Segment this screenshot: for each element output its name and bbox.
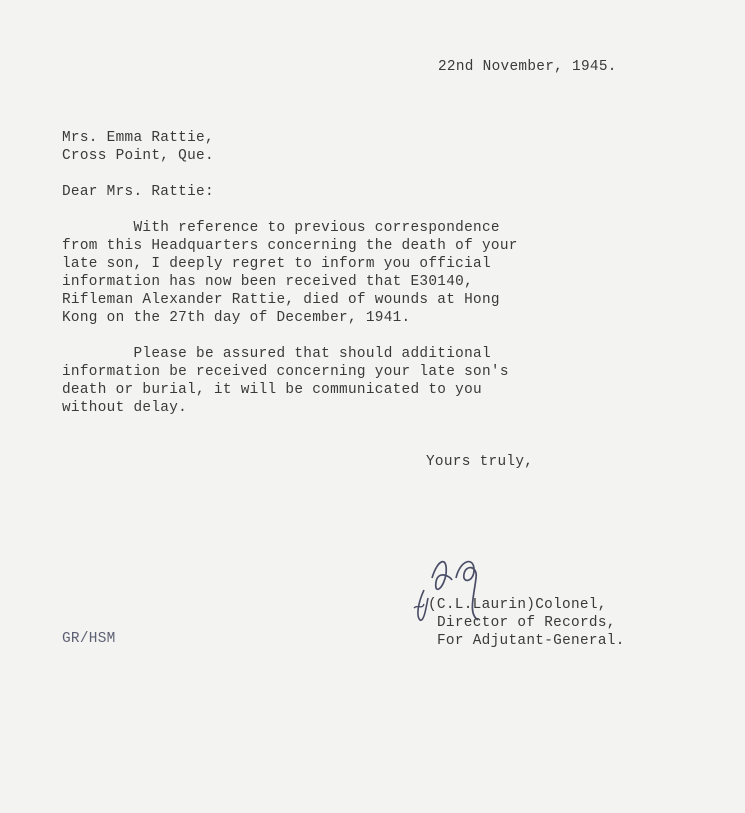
paragraph1-line: Kong on the 27th day of December, 1941. xyxy=(62,310,411,326)
recipient-address: Cross Point, Que. xyxy=(62,148,214,164)
signatory-name: (C.L.Laurin)Colonel, xyxy=(428,597,607,613)
paragraph1-line: Rifleman Alexander Rattie, died of wounds at Hong xyxy=(62,292,500,308)
paragraph2-line: Please be assured that should additional xyxy=(62,346,491,362)
paragraph1-line: from this Headquarters concerning the death of your xyxy=(62,238,518,254)
paragraph1-line: information has now been received that E30140, xyxy=(62,274,474,290)
signatory-office: For Adjutant-General. xyxy=(437,633,625,649)
closing: Yours truly, xyxy=(426,454,534,470)
signatory-title: Director of Records, xyxy=(437,615,616,631)
salutation: Dear Mrs. Rattie: xyxy=(62,184,214,200)
paragraph2-line: death or burial, it will be communicated to you xyxy=(62,382,482,398)
paragraph1-line: late son, I deeply regret to inform you official xyxy=(62,256,491,272)
paragraph1-line: With reference to previous correspondence xyxy=(62,220,500,236)
recipient-name: Mrs. Emma Rattie, xyxy=(62,130,214,146)
reference-initials: GR/HSM xyxy=(62,631,116,647)
letter-date: 22nd November, 1945. xyxy=(438,59,617,75)
paragraph2-line: information be received concerning your late son's xyxy=(62,364,509,380)
paragraph2-line: without delay. xyxy=(62,400,188,416)
